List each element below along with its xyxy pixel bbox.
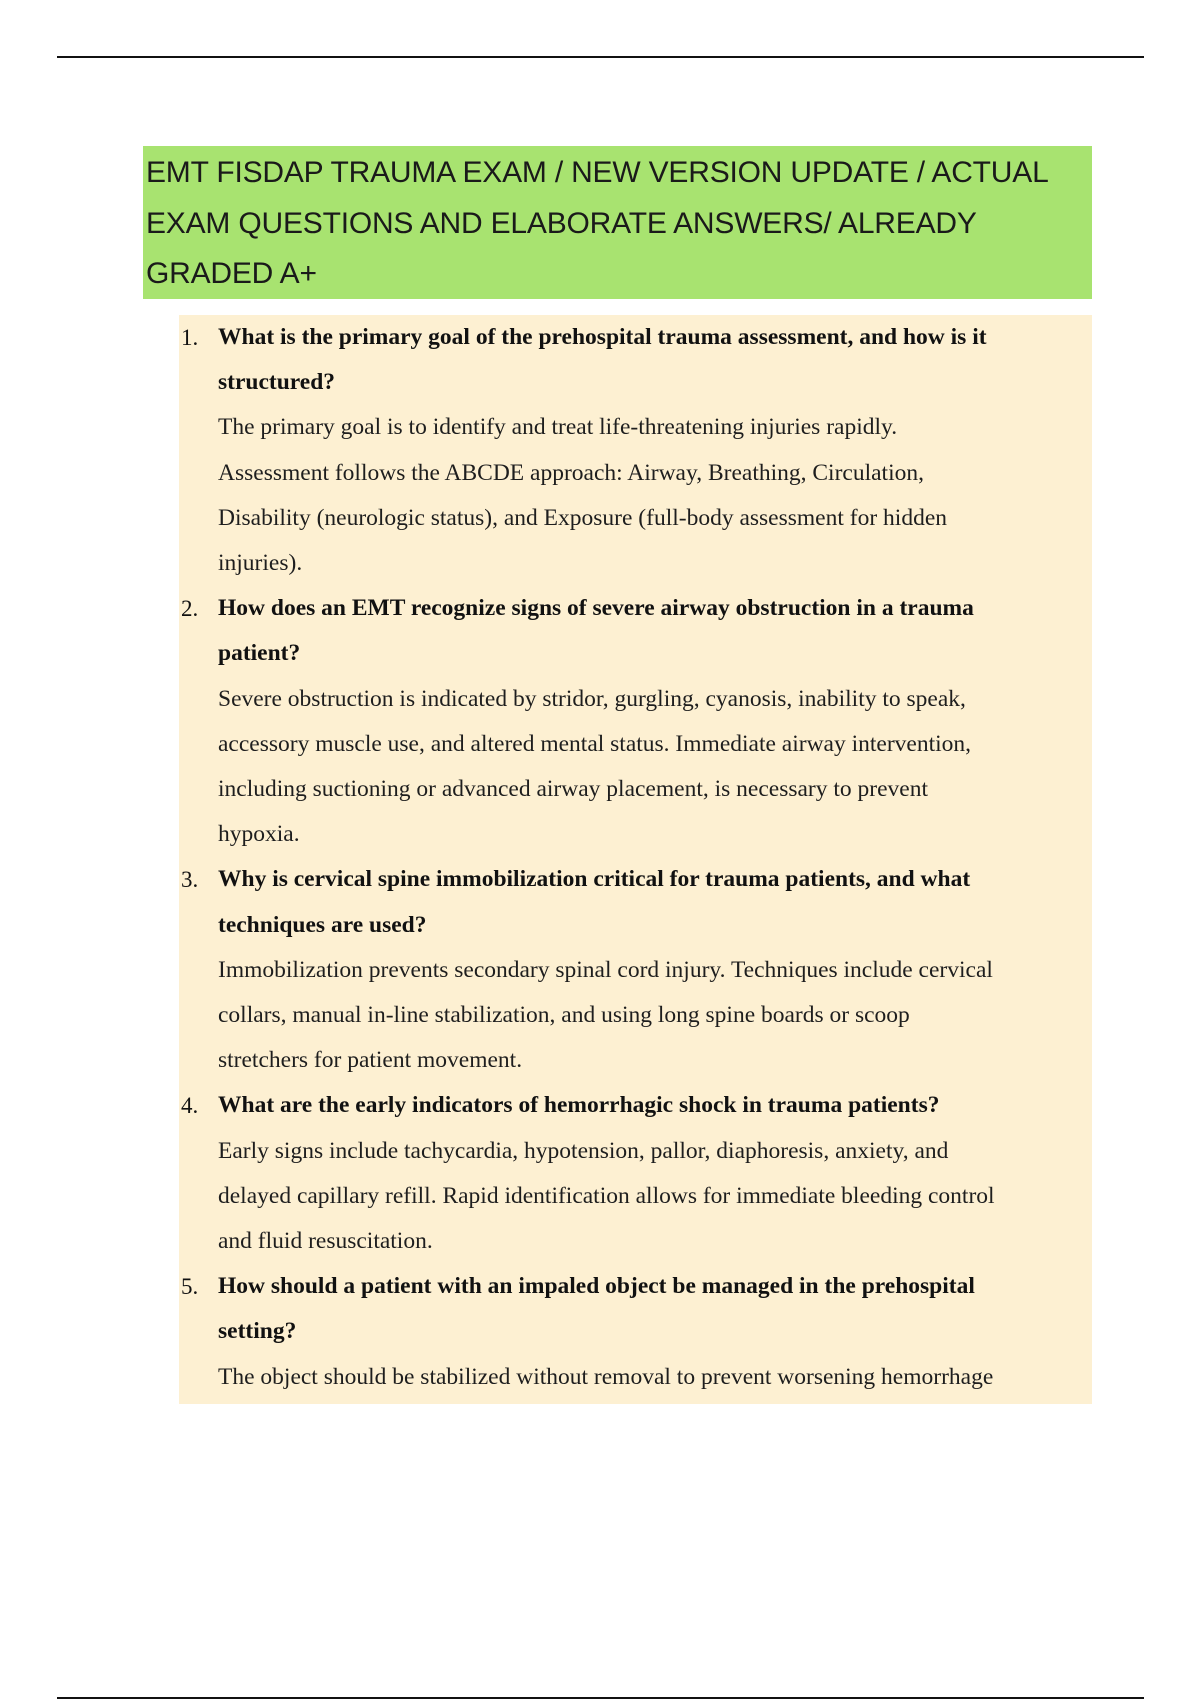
answer-text: Early signs include tachycardia, hypotension, pallor, diaphoresis, anxiety, and <box>218 1137 949 1164</box>
answer-text: collars, manual in-line stabilization, and using long spine boards or scoop <box>218 1002 910 1029</box>
answer-text: Disability (neurologic status), and Exposure (full-body assessment for hidden <box>218 504 948 531</box>
title-line: EXAM QUESTIONS AND ELABORATE ANSWERS/ ALREADY <box>146 206 977 240</box>
item-number: 3. <box>181 867 199 893</box>
answer-text: Severe obstruction is indicated by stridor, gurgling, cyanosis, inability to speak, <box>218 685 966 712</box>
question-text: Why is cervical spine immobilization critical for trauma patients, and what <box>218 866 971 893</box>
answer-text: hypoxia. <box>218 821 300 848</box>
qa-list <box>179 315 1092 1404</box>
item-number: 1. <box>181 325 199 350</box>
answer-text: injuries). <box>218 550 303 577</box>
question-text: techniques are used? <box>218 911 427 938</box>
item-number: 5. <box>181 1274 199 1300</box>
answer-text: stretchers for patient movement. <box>218 1047 523 1074</box>
answer-text: Immobilization prevents secondary spinal cord injury. Techniques include cervical <box>218 956 993 983</box>
answer-text: The primary goal is to identify and treat life-threatening injuries rapidly. <box>218 414 898 441</box>
list-item <box>179 1083 1092 1264</box>
question-text: structured? <box>218 369 336 396</box>
list-item <box>179 586 1092 857</box>
top-rule <box>57 56 1144 58</box>
answer-text: accessory muscle use, and altered mental status. Immediate airway intervention, <box>218 730 972 757</box>
answer-text: delayed capillary refill. Rapid identification allows for immediate bleeding control <box>218 1182 995 1209</box>
question-text: setting? <box>218 1318 297 1345</box>
question-text: How does an EMT recognize signs of severe airway obstruction in a trauma <box>218 595 974 622</box>
bottom-rule <box>57 1697 1144 1699</box>
list-item <box>179 857 1092 1083</box>
question-text: What are the early indicators of hemorrhagic shock in trauma patients? <box>218 1092 940 1119</box>
item-number: 4. <box>181 1093 199 1119</box>
answer-text: The object should be stabilized without removal to prevent worsening hemorrhage <box>218 1363 994 1390</box>
title-line: GRADED A+ <box>146 257 317 290</box>
item-number: 2. <box>181 596 199 622</box>
document-title <box>143 146 1092 299</box>
list-item <box>179 1264 1092 1400</box>
question-text: How should a patient with an impaled object be managed in the prehospital <box>218 1273 975 1300</box>
answer-text: including suctioning or advanced airway placement, is necessary to prevent <box>218 776 928 803</box>
list-item <box>179 315 1092 586</box>
question-text: What is the primary goal of the prehospital trauma assessment, and how is it <box>218 324 987 350</box>
answer-text: and fluid resuscitation. <box>218 1228 433 1255</box>
answer-text: Assessment follows the ABCDE approach: Airway, Breathing, Circulation, <box>218 459 924 486</box>
title-line: EMT FISDAP TRAUMA EXAM / NEW VERSION UPDATE / ACTUAL <box>146 156 1049 189</box>
question-text: patient? <box>218 640 301 667</box>
